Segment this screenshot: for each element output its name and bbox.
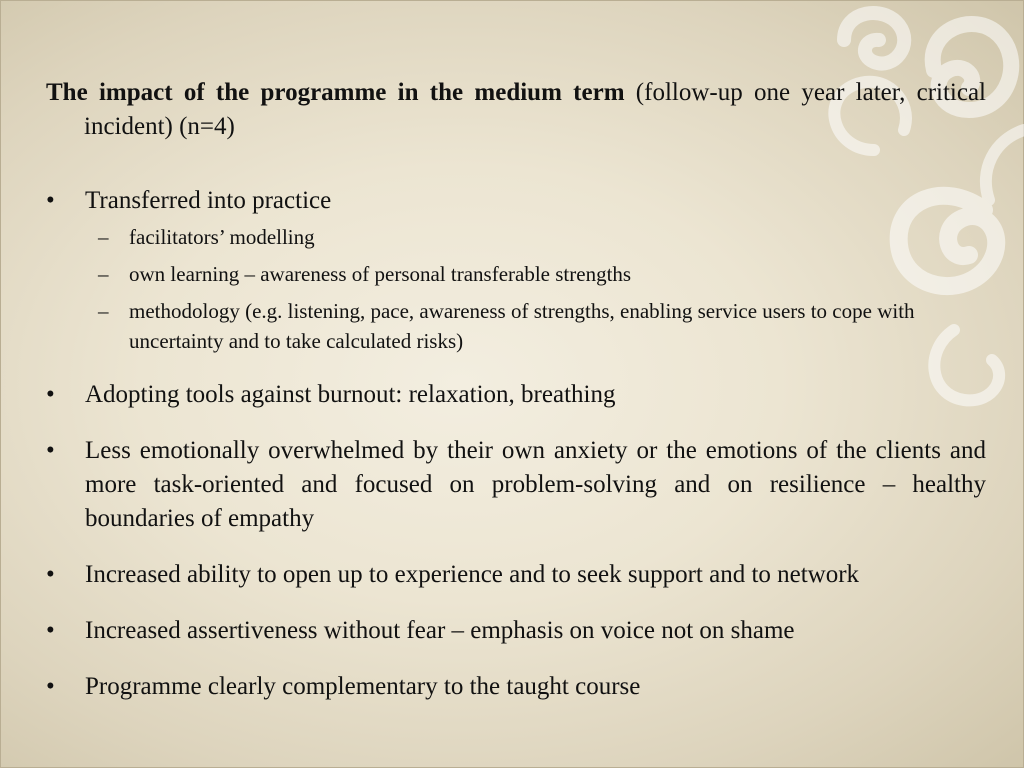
list-item-text: Less emotionally overwhelmed by their own anxiety or the emotions of the clients and more task-oriented and focused on problem-solving and on resilience – healthy boundaries of empathy xyxy=(85,437,986,532)
heading-bold: The impact of the programme in the medium term xyxy=(46,79,625,106)
bullet-marker: • xyxy=(46,381,55,408)
list-item xyxy=(46,378,986,412)
bullet-marker: • xyxy=(46,673,55,700)
bullet-list xyxy=(46,184,986,704)
heading-rest: (follow-up one year later, critical incident) (n=4) xyxy=(84,79,986,140)
list-item xyxy=(46,184,986,356)
sub-list-item-text: facilitators’ modelling xyxy=(129,225,315,249)
sub-list-item-text: methodology (e.g. listening, pace, awareness of strengths, enabling service users to cope with uncertainty and to take calculated risks) xyxy=(129,299,915,353)
slide-content xyxy=(46,76,986,726)
list-item-text: Transferred into practice xyxy=(85,187,332,214)
dash-marker: – xyxy=(98,262,109,286)
dash-marker: – xyxy=(98,299,109,323)
list-item-text: Increased ability to open up to experience and to seek support and to network xyxy=(85,561,860,588)
sub-list-item xyxy=(85,259,986,289)
list-item xyxy=(46,614,986,648)
list-item-text: Programme clearly complementary to the taught course xyxy=(85,673,641,700)
dash-marker: – xyxy=(98,225,109,249)
list-item xyxy=(46,558,986,592)
list-item-text: Adopting tools against burnout: relaxation, breathing xyxy=(85,381,616,408)
bullet-marker: • xyxy=(46,617,55,644)
list-item xyxy=(46,434,986,536)
bullet-marker: • xyxy=(46,561,55,588)
sub-list-item xyxy=(85,296,986,356)
sub-list xyxy=(85,222,986,356)
slide-heading xyxy=(46,76,986,144)
sub-list-item-text: own learning – awareness of personal transferable strengths xyxy=(129,262,632,286)
bullet-marker: • xyxy=(46,187,55,214)
list-item-text: Increased assertiveness without fear – emphasis on voice not on shame xyxy=(85,617,795,644)
sub-list-item xyxy=(85,222,986,252)
list-item xyxy=(46,670,986,704)
bullet-marker: • xyxy=(46,437,55,464)
